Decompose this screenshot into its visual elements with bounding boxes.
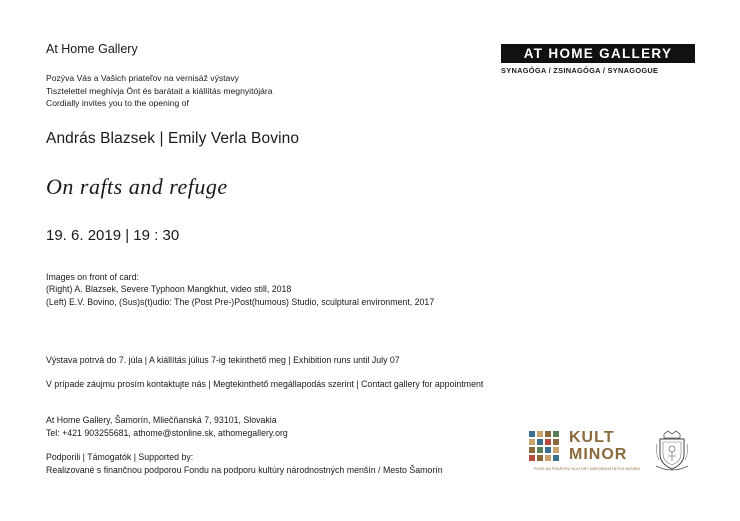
image-left-caption: (Left) E.V. Bovino, (Sus)s(t)udio: The (Post Pre-)Post(humous) Studio, sculptural environment, 2017 [46,296,435,307]
supporters-heading: Podporili | Támogatók | Supported by: [46,452,194,462]
exhibition-title: On rafts and refuge [46,174,228,199]
supporters-text: Realizované s finančnou podporou Fondu na podporu kultúry národnostných menšín / Mesto Šamorín [46,464,443,475]
artists: András Blazsek | Emily Verla Bovino [46,130,300,147]
gallery-address [46,414,288,439]
images-info [46,271,434,308]
image-right-caption: (Right) A. Blazsek, Severe Typhoon Mangkhut, video still, 2018 [46,284,292,295]
supporters [46,451,443,476]
kult-fine-print: FOND NA PODPORU KULTÚRY NÁRODNOSTNÝCH MENŠÍN [533,467,640,471]
images-heading: Images on front of card: [46,272,139,282]
gallery-logo: AT HOME GALLERY [501,44,695,63]
minor-label: MINOR [569,446,628,463]
kult-label: KULT [569,429,615,446]
invite-line-hu: Tisztelettel meghívja Önt és barátait a kiállítás megnyitójára [46,85,273,96]
gallery-logo-subtitle: SYNAGÓGA / ZSINAGÓGA / SYNAGOGUE [501,66,659,75]
coat-of-arms-icon [654,430,690,474]
invite-line-en: Cordially invites you to the opening of [46,98,189,108]
invite-line-sk: Pozýva Vás a Vašich priateľov na vernisáž výstavy [46,73,239,83]
address-line: At Home Gallery, Šamorín, Mliečňanská 7, 93101, Slovakia [46,415,277,425]
invitation-text [46,72,273,110]
gallery-name: At Home Gallery [46,42,138,56]
contact-line: Tel: +421 903255681, athome@stonline.sk, athomegallery.org [46,427,288,438]
exhibition-runtime: Výstava potrvá do 7. júla | A kiállítás július 7-ig tekinthető meg | Exhibition runs until July 07 [46,355,400,365]
contact-note: V prípade záujmu prosím kontaktujte nás | Megtekinthető megállapodás szerint | Contact gallery for appointment [46,379,484,389]
event-datetime: 19. 6. 2019 | 19 : 30 [46,227,180,244]
